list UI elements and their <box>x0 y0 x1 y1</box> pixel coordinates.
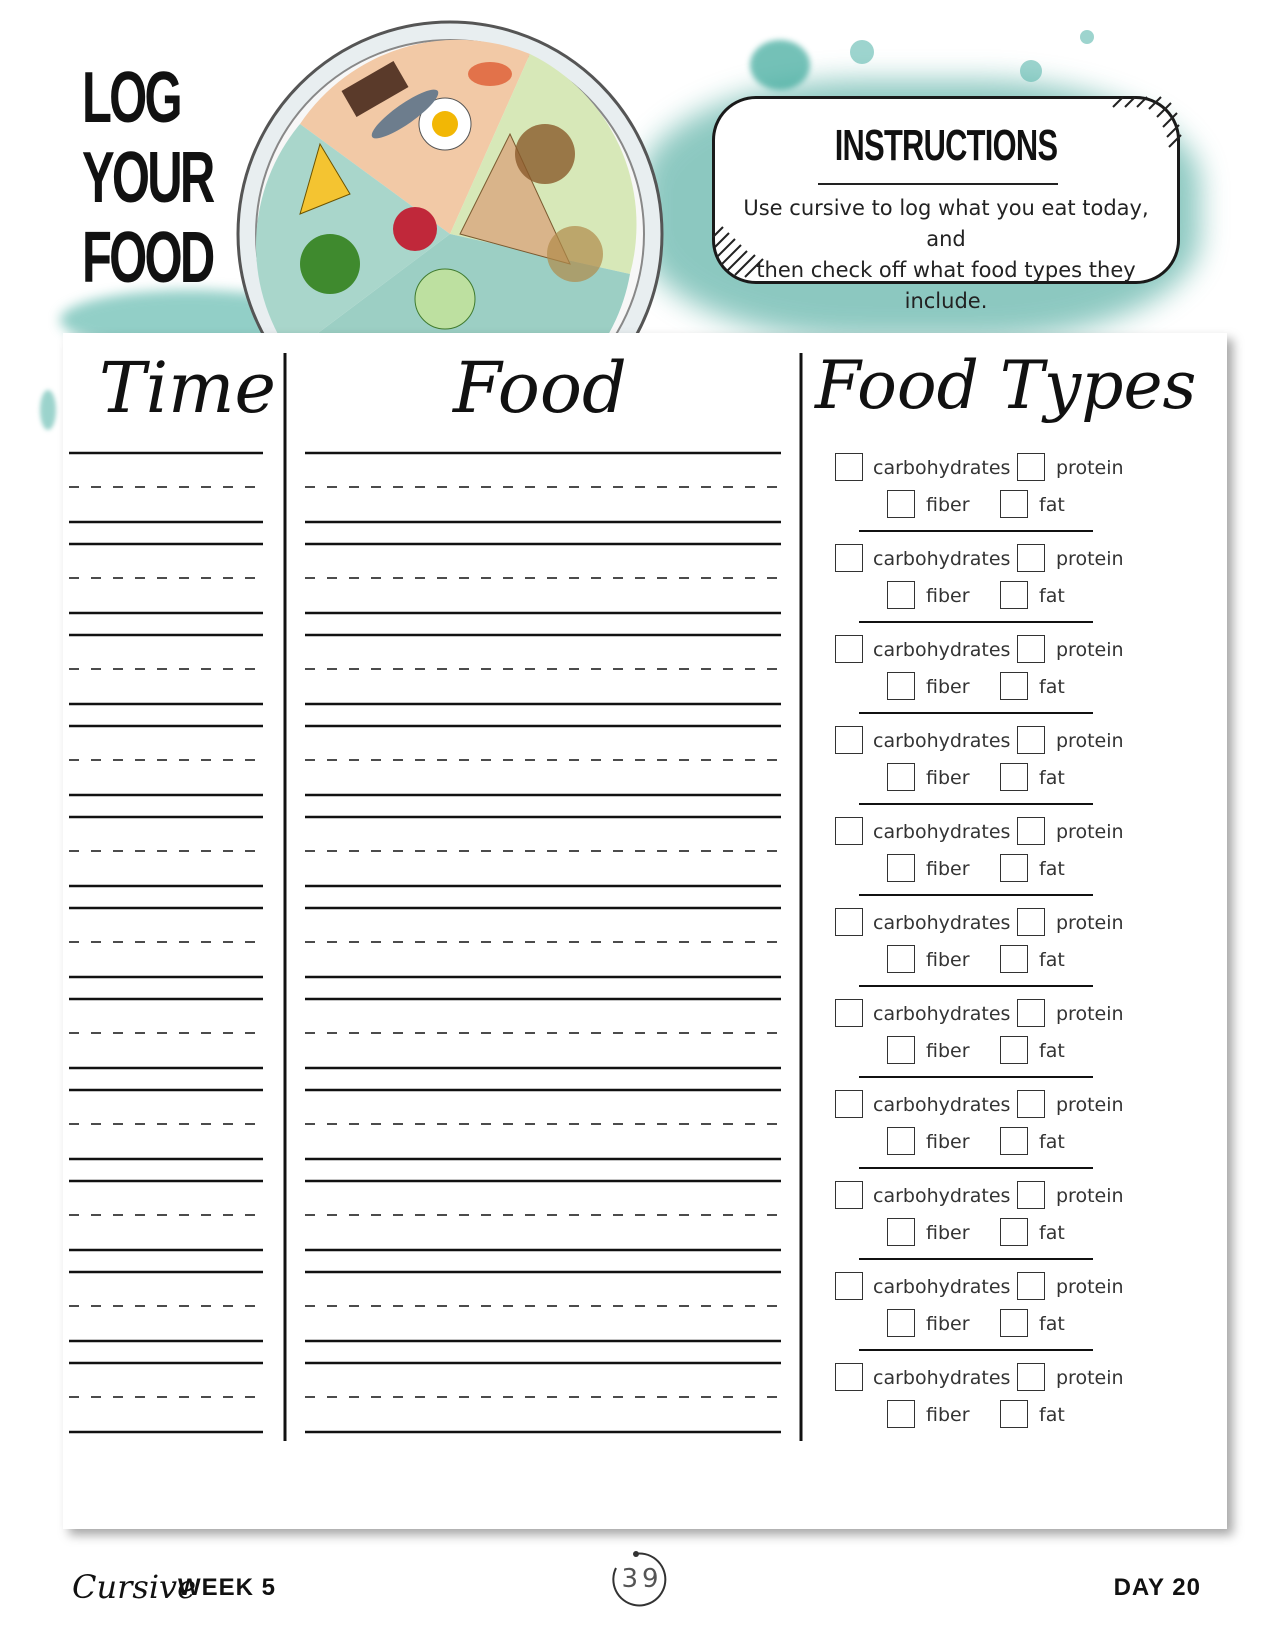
label-fat: fat <box>1039 1131 1065 1153</box>
checkbox-carbohydrates[interactable] <box>835 908 863 936</box>
label-fat: fat <box>1039 1040 1065 1062</box>
checkbox-fat[interactable] <box>1000 945 1028 973</box>
label-fat: fat <box>1039 494 1065 516</box>
label-carbohydrates: carbohydrates <box>873 1367 1011 1389</box>
label-fat: fat <box>1039 1313 1065 1335</box>
label-protein: protein <box>1056 1276 1124 1298</box>
label-carbohydrates: carbohydrates <box>873 1003 1011 1025</box>
divider <box>818 183 1058 185</box>
label-fiber: fiber <box>926 949 970 971</box>
footer-brand: Cursive <box>72 1568 197 1606</box>
label-fiber: fiber <box>926 767 970 789</box>
checkbox-fat[interactable] <box>1000 1400 1028 1428</box>
checkbox-carbohydrates[interactable] <box>835 726 863 754</box>
label-carbohydrates: carbohydrates <box>873 457 1011 479</box>
instructions-line: Use cursive to log what you eat today, and <box>743 196 1149 251</box>
label-carbohydrates: carbohydrates <box>873 1094 1011 1116</box>
checkbox-fiber[interactable] <box>887 1309 915 1337</box>
checkbox-fat[interactable] <box>1000 672 1028 700</box>
checkbox-fat[interactable] <box>1000 1218 1028 1246</box>
checkbox-protein[interactable] <box>1017 453 1045 481</box>
checkbox-fat[interactable] <box>1000 1036 1028 1064</box>
checkbox-protein[interactable] <box>1017 544 1045 572</box>
checkbox-protein[interactable] <box>1017 1090 1045 1118</box>
label-carbohydrates: carbohydrates <box>873 730 1011 752</box>
label-carbohydrates: carbohydrates <box>873 1185 1011 1207</box>
checkbox-fat[interactable] <box>1000 490 1028 518</box>
label-protein: protein <box>1056 457 1124 479</box>
page-title <box>82 58 213 298</box>
label-carbohydrates: carbohydrates <box>873 821 1011 843</box>
label-protein: protein <box>1056 548 1124 570</box>
checkbox-fiber[interactable] <box>887 672 915 700</box>
food-log-panel <box>63 333 1227 1529</box>
label-protein: protein <box>1056 1185 1124 1207</box>
checkbox-fat[interactable] <box>1000 854 1028 882</box>
label-fat: fat <box>1039 1404 1065 1426</box>
checkbox-carbohydrates[interactable] <box>835 1181 863 1209</box>
hatch-decoration <box>711 217 771 281</box>
checkbox-fiber[interactable] <box>887 763 915 791</box>
label-carbohydrates: carbohydrates <box>873 1276 1011 1298</box>
label-fiber: fiber <box>926 1404 970 1426</box>
label-fiber: fiber <box>926 1222 970 1244</box>
label-protein: protein <box>1056 821 1124 843</box>
label-protein: protein <box>1056 1003 1124 1025</box>
label-fiber: fiber <box>926 1131 970 1153</box>
instructions-box <box>712 96 1180 313</box>
checkbox-fiber[interactable] <box>887 1127 915 1155</box>
checkbox-protein[interactable] <box>1017 817 1045 845</box>
label-protein: protein <box>1056 730 1124 752</box>
instructions-heading: INSTRUCTIONS <box>834 121 1058 170</box>
checkbox-fiber[interactable] <box>887 1036 915 1064</box>
checkbox-fiber[interactable] <box>887 490 915 518</box>
label-fiber: fiber <box>926 494 970 516</box>
label-fat: fat <box>1039 585 1065 607</box>
label-fat: fat <box>1039 949 1065 971</box>
checkbox-fiber[interactable] <box>887 1400 915 1428</box>
label-carbohydrates: carbohydrates <box>873 548 1011 570</box>
column-heading-food: Food <box>453 347 627 429</box>
instructions-line: then check off what food types they include. <box>756 258 1136 313</box>
checkbox-protein[interactable] <box>1017 726 1045 754</box>
checkbox-protein[interactable] <box>1017 908 1045 936</box>
label-carbohydrates: carbohydrates <box>873 639 1011 661</box>
checkbox-protein[interactable] <box>1017 1363 1045 1391</box>
title-line: FOOD <box>82 218 213 298</box>
checkbox-protein[interactable] <box>1017 1272 1045 1300</box>
checkbox-fiber[interactable] <box>887 581 915 609</box>
label-fat: fat <box>1039 676 1065 698</box>
checkbox-carbohydrates[interactable] <box>835 635 863 663</box>
footer-week: WEEK 5 <box>178 1574 277 1601</box>
checkbox-carbohydrates[interactable] <box>835 453 863 481</box>
label-fiber: fiber <box>926 585 970 607</box>
footer-day: DAY 20 <box>1113 1574 1201 1601</box>
checkbox-fiber[interactable] <box>887 945 915 973</box>
checkbox-carbohydrates[interactable] <box>835 544 863 572</box>
label-fat: fat <box>1039 767 1065 789</box>
label-fat: fat <box>1039 1222 1065 1244</box>
label-protein: protein <box>1056 1094 1124 1116</box>
checkbox-carbohydrates[interactable] <box>835 999 863 1027</box>
label-fiber: fiber <box>926 1040 970 1062</box>
label-fiber: fiber <box>926 676 970 698</box>
label-carbohydrates: carbohydrates <box>873 912 1011 934</box>
checkbox-carbohydrates[interactable] <box>835 1090 863 1118</box>
label-protein: protein <box>1056 639 1124 661</box>
checkbox-fat[interactable] <box>1000 1309 1028 1337</box>
column-heading-food-types: Food Types <box>815 347 1197 424</box>
checkbox-fat[interactable] <box>1000 1127 1028 1155</box>
checkbox-carbohydrates[interactable] <box>835 1272 863 1300</box>
title-line: LOG <box>82 58 180 138</box>
label-fiber: fiber <box>926 1313 970 1335</box>
hatch-decoration <box>1103 95 1183 159</box>
checkbox-carbohydrates[interactable] <box>835 1363 863 1391</box>
label-protein: protein <box>1056 912 1124 934</box>
checkbox-fiber[interactable] <box>887 1218 915 1246</box>
checkbox-carbohydrates[interactable] <box>835 817 863 845</box>
label-fiber: fiber <box>926 858 970 880</box>
checkbox-fat[interactable] <box>1000 581 1028 609</box>
instructions-text <box>733 193 1159 317</box>
page-number: 39 <box>621 1564 663 1594</box>
checkbox-protein[interactable] <box>1017 635 1045 663</box>
column-heading-time: Time <box>99 347 276 429</box>
label-protein: protein <box>1056 1367 1124 1389</box>
checkbox-fat[interactable] <box>1000 763 1028 791</box>
checkbox-fiber[interactable] <box>887 854 915 882</box>
checkbox-protein[interactable] <box>1017 1181 1045 1209</box>
label-fat: fat <box>1039 858 1065 880</box>
title-line: YOUR <box>82 138 213 218</box>
checkbox-protein[interactable] <box>1017 999 1045 1027</box>
